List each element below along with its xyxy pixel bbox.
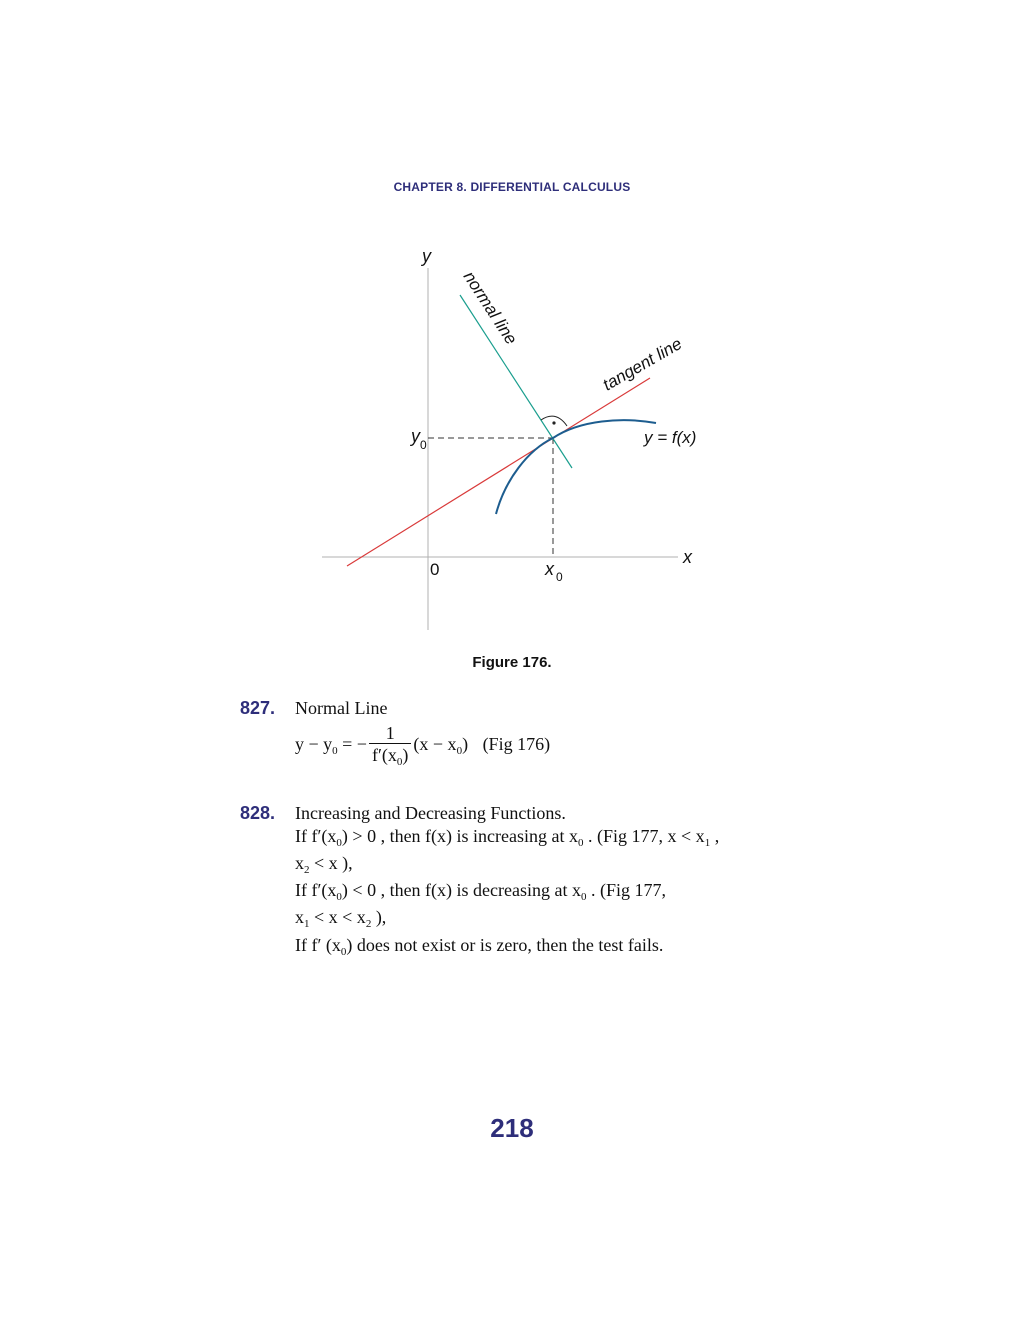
line2-part-a: x (295, 853, 304, 873)
page-number: 218 (490, 1113, 534, 1143)
line1-part-a: If f′(x (295, 826, 337, 846)
denominator-subscript: 0 (396, 756, 403, 768)
section-828-line-1 (295, 826, 719, 847)
origin-label: 0 (430, 560, 440, 579)
section-828-line-2 (295, 853, 353, 874)
line1-sub-1: 0 (336, 837, 342, 849)
y0-label: y (411, 426, 420, 446)
line3-part-b: ) < 0 , then f(x) is decreasing at x (341, 880, 581, 900)
formula-lhs-subscript: 0 (332, 745, 338, 758)
line4-part-a: x (295, 907, 304, 927)
curve-label: y = f(x) (644, 428, 697, 447)
line5-part-a: If f′ (x (295, 935, 341, 955)
x-axis-label: x (683, 547, 692, 567)
tangent-line-label: tangent line (599, 334, 686, 395)
line1-part-b: ) > 0 , then f(x) is increasing at x (341, 826, 579, 846)
section-827-title: Normal Line (295, 698, 388, 718)
formula-rhs-subscript: 0 (456, 745, 463, 758)
line5-sub: 0 (340, 946, 347, 958)
section-828-title: Increasing and Decreasing Functions. (295, 803, 566, 823)
tangent-line (347, 378, 650, 566)
y0-label-subscript: 0 (420, 438, 427, 452)
normal-line-label: normal line (459, 267, 521, 348)
line1-sub-3: 1 (704, 837, 711, 849)
x0-label: x (545, 559, 554, 579)
line4-part-b: < x < x (309, 907, 366, 927)
y-axis-label: y (422, 246, 431, 266)
formula-equals: = − (337, 734, 367, 755)
formula-rhs: (x − x (413, 734, 457, 755)
x0-label-subscript: 0 (556, 570, 563, 584)
section-828-number: 828. (240, 803, 276, 823)
line4-sub-1: 1 (304, 918, 310, 930)
fraction-numerator: 1 (369, 723, 411, 744)
denominator-text: f′(x (371, 745, 397, 765)
section-827-number: 827. (240, 698, 276, 718)
section-828-line-4 (295, 907, 386, 928)
right-angle-dot (552, 421, 555, 424)
figure-caption: Figure 176. (472, 654, 552, 671)
section-828-line-5 (295, 935, 663, 956)
line5-part-b: ) does not exist or is zero, then the test fails. (346, 935, 664, 955)
line3-part-a: If f′(x (295, 880, 337, 900)
line2-part-b: < x ), (309, 853, 353, 873)
line1-part-d: , (710, 826, 720, 846)
chapter-header: CHAPTER 8. DIFFERENTIAL CALCULUS (393, 180, 631, 194)
normal-line-formula (295, 723, 550, 769)
line2-sub: 2 (304, 864, 310, 876)
line4-sub-2: 2 (365, 918, 372, 930)
line4-part-c: ), (371, 907, 387, 927)
normal-line (460, 295, 572, 468)
line3-part-c: . (Fig 177, (586, 880, 667, 900)
denominator-end: ) (402, 745, 409, 765)
line1-part-c: . (Fig 177, x < x (583, 826, 705, 846)
formula-fraction (369, 723, 411, 769)
line3-sub-2: 0 (581, 891, 587, 903)
line3-sub-1: 0 (336, 891, 342, 903)
function-curve (496, 420, 656, 514)
formula-figure-ref: (Fig 176) (482, 734, 551, 755)
fraction-denominator (369, 744, 411, 769)
section-828-line-3 (295, 880, 666, 901)
formula-lhs: y − y (295, 734, 333, 755)
line1-sub-2: 0 (578, 837, 584, 849)
formula-rhs-end: ) (462, 734, 469, 755)
